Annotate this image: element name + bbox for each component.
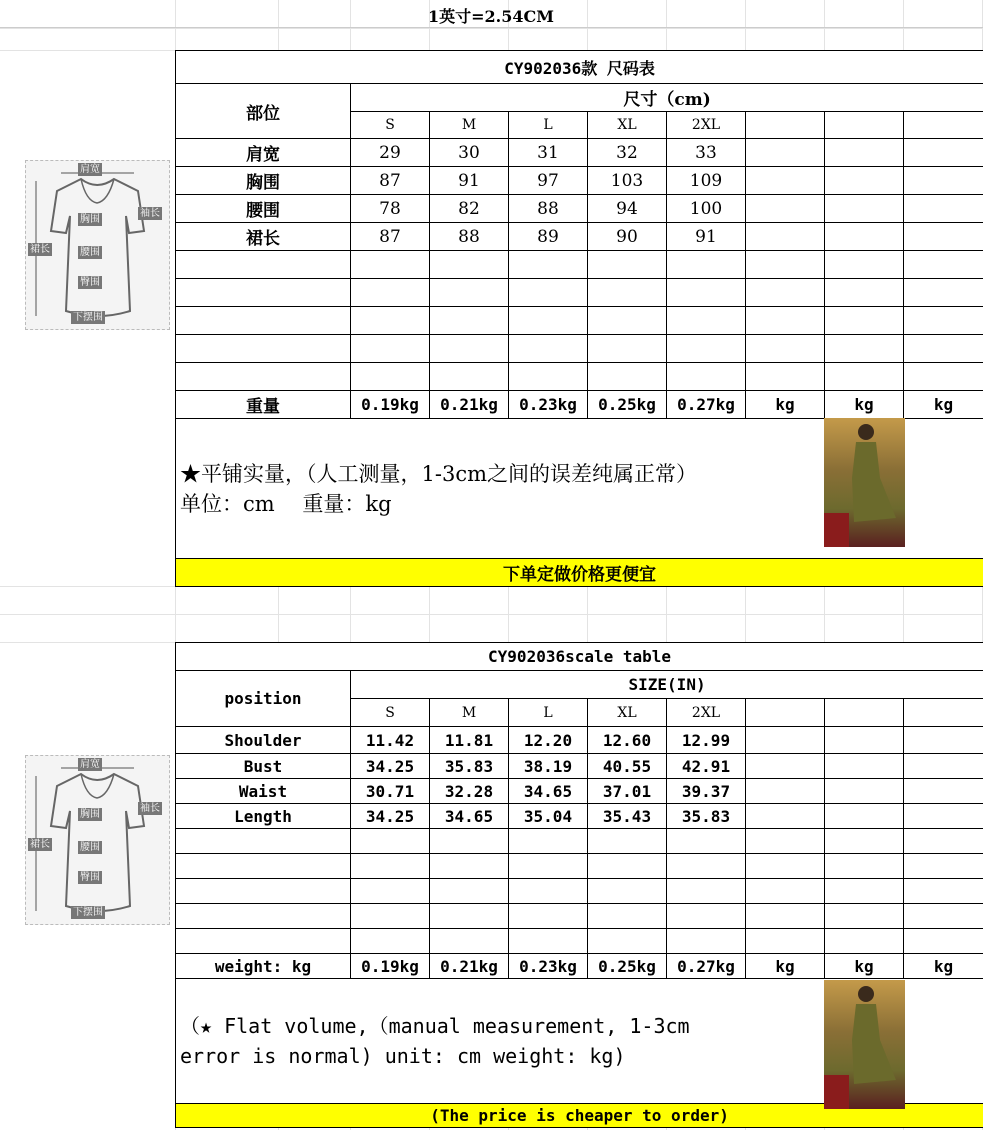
cell: 40.55 [588, 754, 667, 779]
weight-cell: 0.19kg [351, 391, 430, 419]
weight-cell: kg [746, 954, 825, 979]
position-header: position [176, 671, 351, 727]
product-photo [824, 418, 905, 547]
weight-cell: 0.27kg [667, 391, 746, 419]
cell: 34.65 [509, 779, 588, 804]
chart-title: CY902036款 尺码表 [176, 51, 983, 84]
table-row [176, 223, 983, 251]
cell: 32.28 [430, 779, 509, 804]
cell: 11.42 [351, 727, 430, 754]
row-label: Waist [176, 779, 351, 804]
garment-measure-diagram-en [25, 755, 170, 925]
weight-cell: 0.25kg [588, 954, 667, 979]
unit-header: 尺寸（cm) [351, 84, 983, 112]
table-row [176, 139, 983, 167]
table-row [176, 754, 983, 779]
cell: 91 [667, 223, 746, 251]
cell: 94 [588, 195, 667, 223]
size-header: S [351, 699, 430, 727]
model-figure-icon [824, 980, 905, 1109]
cell: 109 [667, 167, 746, 195]
row-label: Length [176, 804, 351, 829]
cell: 35.04 [509, 804, 588, 829]
weight-label: weight: kg [176, 954, 351, 979]
cell: 103 [588, 167, 667, 195]
size-header: XL [588, 112, 667, 139]
table-row [176, 779, 983, 804]
row-label: Bust [176, 754, 351, 779]
cell: 87 [351, 223, 430, 251]
table-row [176, 727, 983, 754]
cell: 38.19 [509, 754, 588, 779]
weight-cell: kg [825, 954, 904, 979]
unit-header: SIZE(IN) [351, 671, 983, 699]
tag-shoulder: 肩宽 [80, 759, 100, 770]
tag-hem: 下摆围 [73, 907, 103, 918]
tag-shoulder: 肩宽 [80, 164, 100, 175]
cell: 31 [509, 139, 588, 167]
cell: 34.25 [351, 804, 430, 829]
table-row [176, 195, 983, 223]
cell: 82 [430, 195, 509, 223]
order-banner: 下单定做价格更便宜 [176, 559, 983, 587]
note-line-1: （★ Flat volume,（manual measurement, 1-3cm [180, 1014, 690, 1038]
size-header: M [430, 112, 509, 139]
tag-sleeve: 袖长 [140, 803, 160, 814]
cell: 12.60 [588, 727, 667, 754]
weight-cell: 0.21kg [430, 391, 509, 419]
conversion-note [0, 0, 983, 28]
size-header: M [430, 699, 509, 727]
row-label: 胸围 [176, 167, 351, 195]
tag-hem: 下摆围 [73, 312, 103, 323]
weight-row [176, 391, 983, 419]
cell: 90 [588, 223, 667, 251]
cell: 11.81 [430, 727, 509, 754]
order-banner: (The price is cheaper to order) [176, 1104, 983, 1128]
row-label: 腰围 [176, 195, 351, 223]
note-line-2: error is normal) unit: cm weight: kg) [180, 1044, 626, 1068]
cell: 34.25 [351, 754, 430, 779]
tag-waist: 腰围 [80, 842, 100, 853]
cell: 78 [351, 195, 430, 223]
tag-sleeve: 袖长 [140, 208, 160, 219]
tag-chest: 胸围 [80, 809, 100, 820]
cell: 33 [667, 139, 746, 167]
weight-cell: kg [904, 391, 983, 419]
tag-hip: 臀围 [80, 277, 100, 288]
size-header: L [509, 112, 588, 139]
cell: 39.37 [667, 779, 746, 804]
cell: 88 [430, 223, 509, 251]
note-line-2: 单位：cm 重量：kg [180, 491, 392, 516]
weight-cell: kg [825, 391, 904, 419]
size-header: 2XL [667, 112, 746, 139]
tag-length: 裙长 [30, 839, 50, 850]
cell: 34.65 [430, 804, 509, 829]
weight-cell: kg [904, 954, 983, 979]
garment-measure-diagram [25, 160, 170, 330]
weight-cell: 0.23kg [509, 391, 588, 419]
tag-chest: 胸围 [80, 214, 100, 225]
cell: 97 [509, 167, 588, 195]
cell: 100 [667, 195, 746, 223]
weight-cell: 0.27kg [667, 954, 746, 979]
cell: 35.83 [667, 804, 746, 829]
size-header: L [509, 699, 588, 727]
weight-row [176, 954, 983, 979]
cell: 35.83 [430, 754, 509, 779]
cell: 30.71 [351, 779, 430, 804]
note-line-1: ★平铺实量，（人工测量，1-3cm之间的误差纯属正常） [180, 461, 697, 486]
weight-cell: 0.19kg [351, 954, 430, 979]
cell: 89 [509, 223, 588, 251]
row-label: Shoulder [176, 727, 351, 754]
row-label: 裙长 [176, 223, 351, 251]
size-header: 2XL [667, 699, 746, 727]
cell: 87 [351, 167, 430, 195]
cell: 30 [430, 139, 509, 167]
tag-hip: 臀围 [80, 872, 100, 883]
table-row [176, 167, 983, 195]
cell: 29 [351, 139, 430, 167]
cell: 91 [430, 167, 509, 195]
conversion-text: 1英寸=2.54CM [428, 7, 554, 26]
cell: 35.43 [588, 804, 667, 829]
position-header: 部位 [176, 84, 351, 139]
weight-label: 重量 [176, 391, 351, 419]
cell: 12.20 [509, 727, 588, 754]
row-label: 肩宽 [176, 139, 351, 167]
cell: 32 [588, 139, 667, 167]
cell: 12.99 [667, 727, 746, 754]
weight-cell: 0.21kg [430, 954, 509, 979]
size-header: S [351, 112, 430, 139]
tag-length: 裙长 [30, 244, 50, 255]
cell: 37.01 [588, 779, 667, 804]
tag-waist: 腰围 [80, 247, 100, 258]
model-figure-icon [824, 418, 905, 547]
weight-cell: kg [746, 391, 825, 419]
chart-title: CY902036scale table [176, 643, 983, 671]
weight-cell: 0.23kg [509, 954, 588, 979]
product-photo [824, 980, 905, 1109]
size-header: XL [588, 699, 667, 727]
table-row [176, 804, 983, 829]
cell: 42.91 [667, 754, 746, 779]
weight-cell: 0.25kg [588, 391, 667, 419]
cell: 88 [509, 195, 588, 223]
